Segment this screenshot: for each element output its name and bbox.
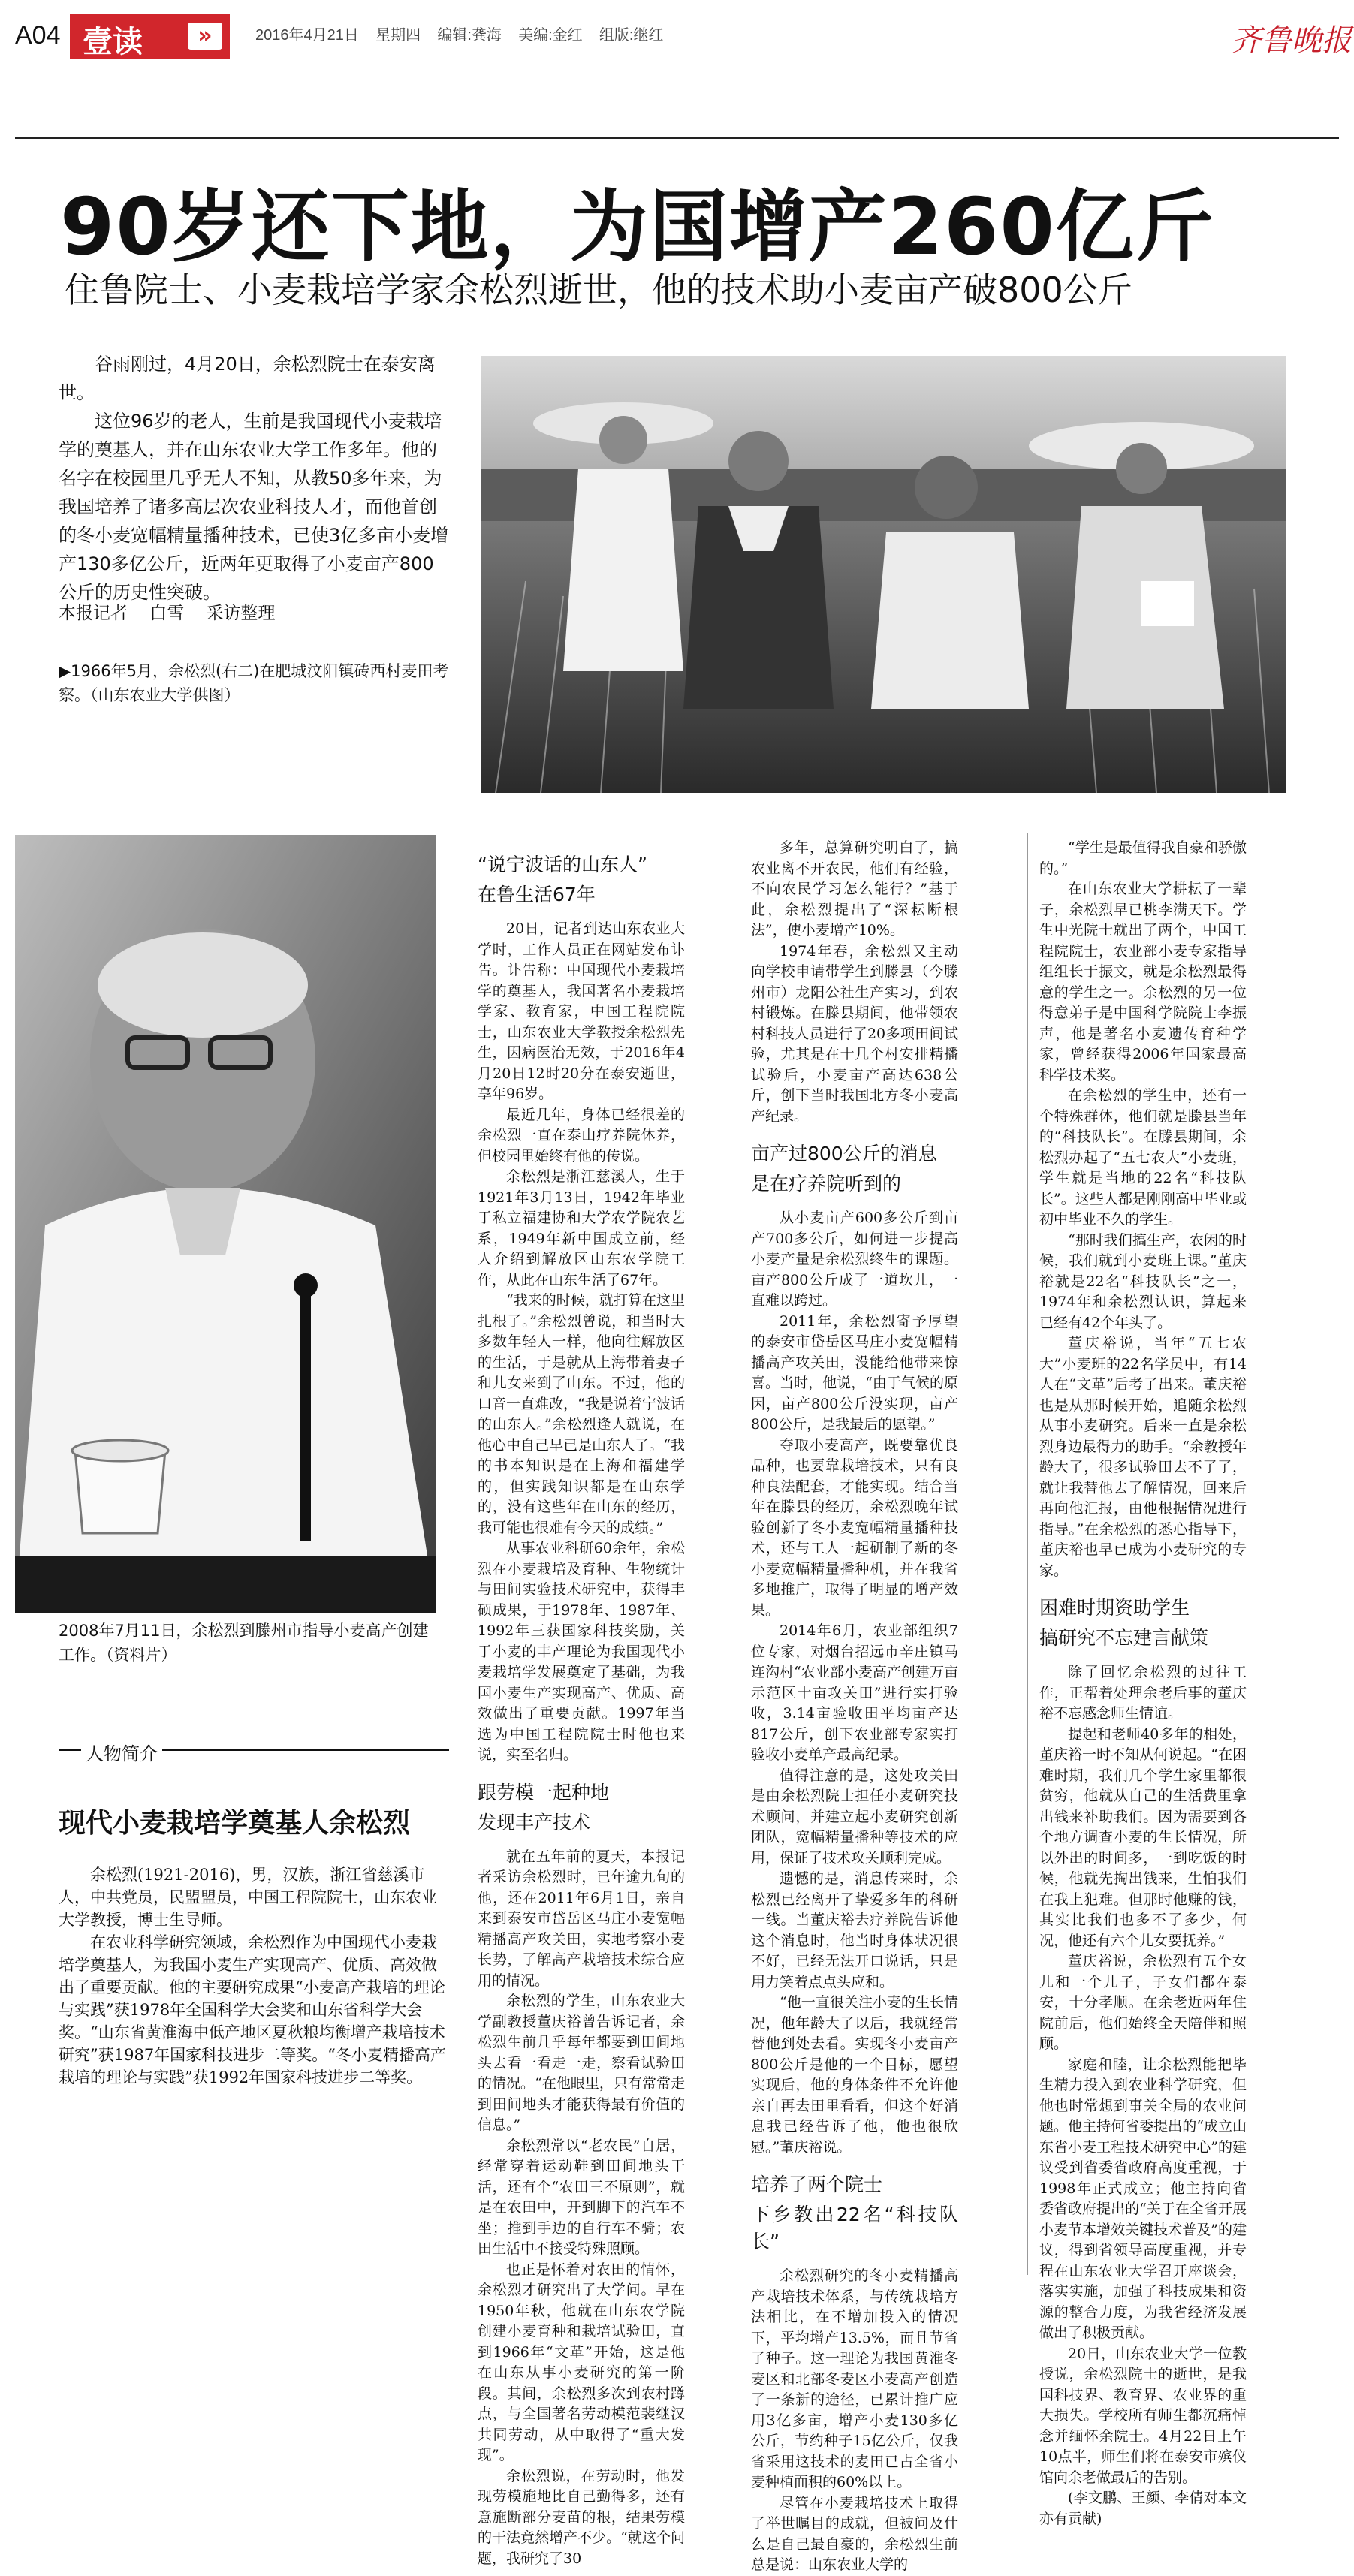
body-paragraph: 值得注意的是，这处攻关田是由余松烈院士担任小麦研究技术顾问，并建立起小麦研究创新团队，宽幅精量播种等技术的应用，保证了技术攻关顺利完成。 <box>751 1767 958 1866</box>
sidebar-body <box>59 1863 449 2089</box>
body-paragraph: 余松烈是浙江慈溪人，生于1921年3月13日，1942年毕业于私立福建协和大学农学院农艺系，1949年新中国成立前，经人介绍到解放区山东农学院工作，从此在山东生活了67年。 <box>478 1168 685 1288</box>
section-name: 壹读 <box>83 25 143 59</box>
section-subheading: 亩产过800公斤的消息 <box>751 1143 937 1164</box>
issue-meta-line: 2016年4月21日 星期四 编辑:龚海 美编:金红 组版:继红 <box>255 27 664 44</box>
body-paragraph: 董庆裕说，余松烈有五个女儿和一个儿子，子女们都在泰安，十分孝顺。在余老近两年住院前后，他们始终全天陪伴和照顾。 <box>1039 1953 1247 2052</box>
body-paragraph: 在山东农业大学耕耘了一辈子，余松烈早已桃李满天下。学生中光院士就出了两个，中国工程院院士，农业部小麦专家指导组组长于振文，就是余松烈最得意的学生之一。余松烈的另一位得意弟子是中国科学院院士李振声，他是著名小麦遗传育种学家，曾经获得2006年国家最高科学技术奖。 <box>1039 881 1247 1083</box>
sidebar-paragraph: 余松烈(1921-2016)，男，汉族，浙江省慈溪市人，中共党员，民盟盟员，中国工程院院士，山东农业大学教授，博士生导师。 <box>59 1866 437 1929</box>
column-rule <box>1027 833 1028 2275</box>
photo-caption-portrait: 2008年7月11日，余松烈到滕州市指导小麦高产创建工作。（资料片） <box>59 1622 429 1664</box>
section-subheading: 跟劳模一起种地 <box>478 1781 610 1803</box>
body-paragraph: 家庭和睦，让余松烈能把毕生精力投入到农业科学研究，但他也时常想到事关全局的农业问题。他主持何省委提出的“成立山东省小麦工程技术研究中心”的建议受到省委省政府高度重视，于1998年正式成立；他主持向省委省政府提出的“关于在全省开展小麦节本增效关键技术普及”的建议，得到省领导高度重视，并专程在山东农业大学召开座谈会，落实实施，加强了科技成果和资源的整合力度，为我省经济发展做出了积极贡献。 <box>1039 2056 1247 2341</box>
section-subheading: 困难时期资助学生 <box>1039 1597 1190 1619</box>
body-paragraph: 最近几年，身体已经很差的余松烈一直在泰山疗养院休养，但校园里始终有他的传说。 <box>478 1106 685 1164</box>
body-paragraph: 2014年6月，农业部组织7位专家，对烟台招远市辛庄镇马连沟村“农业部小麦高产创建万亩示范区十亩攻关田”进行实打验收，3.14亩验收田平均亩产达817公斤，创下农业部专家实打验收小麦单产最高纪录。 <box>751 1622 958 1763</box>
body-paragraph: 余松烈研究的冬小麦精播高产栽培技术体系，与传统栽培方法相比，在不增加投入的情况下，平均增产13.5%，而且节省了种子。这一理论为我国黄淮冬麦区和北部冬麦区小麦高产创造了一条新的途径，已累计推广应用3亿多亩，增产小麦130多亿公斤，节约种子15亿公斤，仅我省采用这技术的麦田已占全省小麦种植面积的60%以上。 <box>751 2267 958 2490</box>
body-paragraph: 从事农业科研60余年，余松烈在小麦栽培及育种、生物统计与田间实验技术研究中，获得丰硕成果，于1978年、1987年、1992年三获国家科技奖励，关于小麦的丰产理论为我国现代小麦栽培学发展奠定了基础，为我国小麦生产实现高产、优质、高效做出了重要贡献。1997年当选为中国工程院院士时他也来说，实至名归。 <box>478 1540 685 1763</box>
body-paragraph: 提起和老师40多年的相处，董庆裕一时不知从何说起。“在困难时期，我们几个学生家里都很贫穷，他就从自己的生活费里拿出钱来补助我们。因为需要到各个地方调查小麦的生长情况，所以外出的时间多，一到吃饭的时候，他就先掏出钱来，生怕我们在我上犯难。但那时他赚的钱，其实比我们也多不了多少，何况，他还有六个儿女要抚养。” <box>1039 1725 1247 1949</box>
section-subheading: 下乡教出22名“科技队长” <box>751 2204 958 2252</box>
page-folio: A04 <box>15 21 61 50</box>
body-paragraph: 从小麦亩产600多公斤到亩产700多公斤，如何进一步提高小麦产量是余松烈终生的课题。亩产800公斤成了一道坎儿，一直难以跨过。 <box>751 1210 958 1309</box>
sidebar-tag: 人物简介 <box>81 1739 162 1765</box>
article-headline: 90岁还下地，为国增产260亿斤 <box>60 181 1215 273</box>
sidebar-paragraph: 在农业科学研究领域，余松烈作为中国现代小麦栽培学奠基人，为我国小麦生产实现高产、优质、高效做出了重要贡献。他的主要研究成果“小麦高产栽培的理论与实践”获1978年全国科学大会奖和山东省科学大会奖。“山东省黄淮海中低产地区夏秋粮均衡增产栽培技术研究”获1987年国家科技进步二等奖。“冬小麦精播高产栽培的理论与实践”获1992年国家科技进步二等奖。 <box>59 1933 446 2086</box>
body-column-2 <box>751 838 958 2576</box>
body-paragraph: 20日，山东农业大学一位教授说，余松烈院士的逝世，是我国科技界、教育界、农业界的重大损失。学校所有师生都沉痛悼念并缅怀余院士。4月22日上午10点半，师生们将在泰安市殡仪馆向余老做最后的告别。 <box>1039 2345 1247 2486</box>
body-paragraph: 也正是怀着对农田的情怀，余松烈才研究出了大学问。早在1950年秋，他就在山东农学院创建小麦育种和栽培试验田，直到1966年“文革”开始，这是他在山东从事小麦研究的第一阶段。其间，余松烈多次到农村蹲点，与全国著名劳动模范裴继汉共同劳动，从中取得了“重大发现”。 <box>478 2261 685 2463</box>
body-paragraph: “他一直很关注小麦的生长情况，他年龄大了以后，我就经常替他到处去看。实现冬小麦亩产800公斤是他的一个目标，愿望实现后，他的身体条件不允许他亲自再去田里看看，但这个好消息我已经告诉了他，他也很欣慰。”董庆裕说。 <box>751 1994 958 2156</box>
section-subheading: 培养了两个院士 <box>751 2174 883 2195</box>
body-paragraph: 遗憾的是，消息传来时，余松烈已经离开了挚爱多年的科研一线。当董庆裕去疗养院告诉他这个消息时，他当时身体状况很不好，已经无法开口说话，只是用力笑着点点头应和。 <box>751 1870 958 1990</box>
body-paragraph: 在余松烈的学生中，还有一个特殊群体，他们就是滕县当年的“科技队长”。在滕县期间，余松烈办起了“五七农大”小麦班，学生就是当地的22名“科技队长”。这些人都是刚刚高中毕业或初中毕业不久的学生。 <box>1039 1087 1247 1228</box>
body-paragraph: 除了回忆余松烈的过往工作，正帮着处理余老后事的董庆裕不忘感念师生情谊。 <box>1039 1664 1247 1722</box>
section-subheading: 搞研究不忘建言献策 <box>1039 1627 1209 1649</box>
article-subheadline: 住鲁院士、小麦栽培学家余松烈逝世，他的技术助小麦亩产破800公斤 <box>65 270 1132 310</box>
body-paragraph: 就在五年前的夏天，本报记者采访余松烈时，已年逾九旬的他，还在2011年6月1日，亲自来到泰安市岱岳区马庄小麦宽幅精播高产攻关田，实地考察小麦长势，了解高产栽培技术综合应用的情况。 <box>478 1848 685 1989</box>
photo-caption-field: ▶1966年5月，余松烈(右二)在肥城汶阳镇砖西村麦田考察。（山东农业大学供图） <box>59 662 449 704</box>
section-subheading: 在鲁生活67年 <box>478 884 596 905</box>
body-paragraph: 余松烈说，在劳动时，他发现劳模施地比自己勤得多，还有意施断部分麦苗的根，结果劳模的干法竟然增产不少。“就这个问题，我研究了30 <box>478 2467 685 2567</box>
photo-portrait <box>15 835 436 1613</box>
body-paragraph: “那时我们搞生产，农闲的时候，我们就到小麦班上课。”董庆裕就是22名“科技队长”之一，1974年和余松烈认识，算起来已经有42个年头了。 <box>1039 1231 1247 1331</box>
body-column-1 <box>478 838 685 2569</box>
body-paragraph: 余松烈常以“老农民”自居，经常穿着运动鞋到田间地头干活，还有个“农田三不原则”，就是在农田中，开到脚下的汽车不坐；推到手边的自行车不骑；农田生活中不接受特殊照顾。 <box>478 2137 685 2257</box>
photo-wheat-field <box>481 356 1286 793</box>
header-rule <box>15 137 1339 139</box>
body-paragraph: 余松烈的学生，山东农业大学副教授董庆裕曾告诉记者，余松烈生前几乎每年都要到田间地头去看一看走一走，察看试验田的情况。“在他眼里，只有常常走到田间地头才能获得最有价值的信息。” <box>478 1993 685 2133</box>
body-paragraph: 董庆裕说，当年“五七农大”小麦班的22名学员中，有14人在“文革”后考了出来。董庆裕也是从那时候开始，追随余松烈从事小麦研究。后来一直是余松烈身边最得力的助手。“余教授年龄大了，很多试验田去不了了，就让我替他去了解情况，回来后再向他汇报，由他根据情况进行指导。”在余松烈的悉心指导下，董庆裕也早已成为小麦研究的专家。 <box>1039 1335 1247 1579</box>
section-subheading: 发现丰产技术 <box>478 1811 591 1833</box>
body-paragraph: 夺取小麦高产，既要靠优良品种，也要靠栽培技术，只有良种良法配套，才能实现。结合当年在滕县的经历，余松烈晚年试验创新了冬小麦宽幅精量播种技术，还与工人一起研制了新的冬小麦宽幅精量播种机，并在我省多地推广，取得了明显的增产效果。 <box>751 1436 958 1619</box>
lead-paragraph: 这位96岁的老人，生前是我国现代小麦栽培学的奠基人，并在山东农业大学工作多年。他的名字在校园里几乎无人不知，从教50多年来，为我国培养了诸多高层次农业科技人才，而他首创的冬小麦宽幅精量播种技术，已使3亿多亩小麦增产130多亿公斤，近两年更取得了小麦亩产800公斤的历史性突破。 <box>59 411 449 603</box>
article-lead <box>59 350 449 607</box>
body-paragraph: 2011年，余松烈寄予厚望的泰安市岱岳区马庄小麦宽幅精播高产攻关田，没能给他带来惊喜。当时，他说，“由于气候的原因，亩产800公斤没实现，亩产800公斤，是我最后的愿望。” <box>751 1312 958 1433</box>
body-column-3 <box>1039 838 1247 2529</box>
section-subheading: 是在疗养院听到的 <box>751 1173 902 1195</box>
newspaper-brand-logo: 齐鲁晚报 <box>1232 23 1352 58</box>
body-paragraph: 20日，记者到达山东农业大学时，工作人员正在网站发布讣告。讣告称：中国现代小麦栽培学的奠基人，我国著名小麦栽培学家、教育家，中国工程院院士，山东农业大学教授余松烈先生，因病医治无效，于2016年4月20日12时20分在泰安逝世，享年96岁。 <box>478 920 685 1102</box>
body-paragraph: “学生是最值得我自豪和骄傲的。” <box>1039 839 1247 877</box>
body-paragraph: (李文鹏、王颜、李倩对本文亦有贡献) <box>1039 2490 1247 2527</box>
body-paragraph: 多年，总算研究明白了，搞农业离不开农民，他们有经验，不向农民学习怎么能行？”基于此，余松烈提出了“深耘断根法”，使小麦增产10%。 <box>751 839 958 939</box>
reporter-credit: 本报记者 白雪 采访整理 <box>59 604 276 623</box>
body-paragraph: 尽管在小麦栽培技术上取得了举世瞩目的成就，但被问及什么是自己最自豪的，余松烈生前总是说：山东农业大学的 <box>751 2494 958 2573</box>
body-paragraph: 1974年春，余松烈又主动向学校申请带学生到滕县（今滕州市）龙阳公社生产实习，到农村锻炼。在滕县期间，他带领农村科技人员进行了20多项田间试验，尤其是在十几个村安排精播试验后，小麦亩产高达638公斤，创下当时我国北方冬小麦高产纪录。 <box>751 942 958 1125</box>
double-chevron-icon: » <box>188 23 222 50</box>
lead-paragraph: 谷雨刚过，4月20日，余松烈院士在泰安离世。 <box>59 354 436 403</box>
sidebar-title: 现代小麦栽培学奠基人余松烈 <box>59 1808 411 1839</box>
body-paragraph: “我来的时候，就打算在这里扎根了。”余松烈曾说，和当时大多数年轻人一样，他向往解放区的生活，于是就从上海带着妻子和儿女来到了山东。不过，他的口音一直难改，“我是说着宁波话的山东人。”余松烈逢人就说，在他心中自己早已是山东人了。“我的书本知识是在上海和福建学的，但实践知识都是在山东学的，没有这些年在山东的经历，我可能也很难有今天的成绩。” <box>478 1292 685 1536</box>
sidebar-divider <box>59 1743 449 1772</box>
section-subheading: “说宁波话的山东人” <box>478 854 647 875</box>
